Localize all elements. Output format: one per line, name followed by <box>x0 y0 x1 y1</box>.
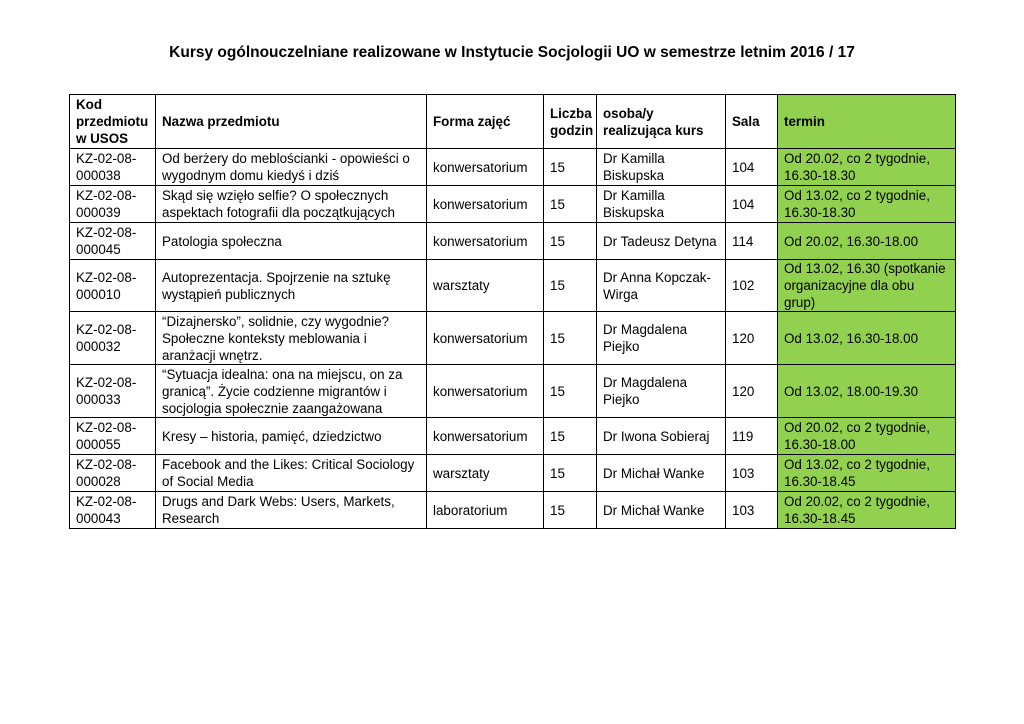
cell-osoba: Dr Kamilla Biskupska <box>597 149 726 186</box>
cell-termin: Od 20.02, co 2 tygodnie, 16.30-18.45 <box>778 492 956 529</box>
cell-osoba: Dr Michał Wanke <box>597 455 726 492</box>
cell-godziny: 15 <box>544 186 597 223</box>
cell-sala: 114 <box>726 223 778 260</box>
table-row <box>70 260 956 312</box>
table-row <box>70 312 956 365</box>
cell-osoba: Dr Magdalena Piejko <box>597 365 726 418</box>
cell-termin: Od 13.02, co 2 tygodnie, 16.30-18.45 <box>778 455 956 492</box>
cell-kod: KZ-02-08-000032 <box>70 312 156 365</box>
cell-termin: Od 13.02, 18.00-19.30 <box>778 365 956 418</box>
cell-sala: 119 <box>726 418 778 455</box>
cell-kod: KZ-02-08-000039 <box>70 186 156 223</box>
cell-kod: KZ-02-08-000055 <box>70 418 156 455</box>
cell-kod: KZ-02-08-000038 <box>70 149 156 186</box>
cell-sala: 104 <box>726 149 778 186</box>
cell-godziny: 15 <box>544 149 597 186</box>
table-row <box>70 455 956 492</box>
cell-termin: Od 13.02, co 2 tygodnie, 16.30-18.30 <box>778 186 956 223</box>
cell-forma: warsztaty <box>427 455 544 492</box>
cell-kod: KZ-02-08-000045 <box>70 223 156 260</box>
cell-nazwa: Facebook and the Likes: Critical Sociology of Social Media <box>156 455 427 492</box>
header-sala: Sala <box>726 95 778 149</box>
cell-godziny: 15 <box>544 492 597 529</box>
table-row <box>70 186 956 223</box>
header-liczba: Liczba godzin <box>544 95 597 149</box>
header-osoba: osoba/y realizująca kurs <box>597 95 726 149</box>
cell-nazwa: “Sytuacja idealna: ona na miejscu, on za granicą”. Życie codzienne migrantów i socjologia społecznie zaangażowana <box>156 365 427 418</box>
cell-osoba: Dr Magdalena Piejko <box>597 312 726 365</box>
cell-nazwa: Drugs and Dark Webs: Users, Markets, Research <box>156 492 427 529</box>
cell-godziny: 15 <box>544 223 597 260</box>
table-row <box>70 492 956 529</box>
cell-forma: laboratorium <box>427 492 544 529</box>
cell-forma: konwersatorium <box>427 223 544 260</box>
cell-godziny: 15 <box>544 365 597 418</box>
header-row <box>70 95 956 149</box>
cell-osoba: Dr Kamilla Biskupska <box>597 186 726 223</box>
cell-forma: konwersatorium <box>427 312 544 365</box>
cell-termin: Od 20.02, co 2 tygodnie, 16.30-18.00 <box>778 418 956 455</box>
cell-nazwa: “Dizajnersko”, solidnie, czy wygodnie? Społeczne konteksty meblowania i aranżacji wnętrz. <box>156 312 427 365</box>
cell-termin: Od 13.02, 16.30 (spotkanie organizacyjne dla obu grup) <box>778 260 956 312</box>
cell-godziny: 15 <box>544 260 597 312</box>
cell-godziny: 15 <box>544 312 597 365</box>
cell-godziny: 15 <box>544 455 597 492</box>
cell-forma: warsztaty <box>427 260 544 312</box>
header-kod: Kod przedmiotu w USOS <box>70 95 156 149</box>
cell-forma: konwersatorium <box>427 186 544 223</box>
cell-osoba: Dr Iwona Sobieraj <box>597 418 726 455</box>
cell-nazwa: Skąd się wzięło selfie? O społecznych aspektach fotografii dla początkujących <box>156 186 427 223</box>
cell-kod: KZ-02-08-000033 <box>70 365 156 418</box>
cell-kod: KZ-02-08-000028 <box>70 455 156 492</box>
cell-godziny: 15 <box>544 418 597 455</box>
cell-termin: Od 13.02, 16.30-18.00 <box>778 312 956 365</box>
cell-kod: KZ-02-08-000043 <box>70 492 156 529</box>
cell-nazwa: Kresy – historia, pamięć, dziedzictwo <box>156 418 427 455</box>
table-row <box>70 223 956 260</box>
table-row <box>70 149 956 186</box>
header-termin: termin <box>778 95 956 149</box>
cell-termin: Od 20.02, 16.30-18.00 <box>778 223 956 260</box>
cell-sala: 104 <box>726 186 778 223</box>
header-nazwa: Nazwa przedmiotu <box>156 95 427 149</box>
cell-sala: 102 <box>726 260 778 312</box>
table-row <box>70 418 956 455</box>
header-forma: Forma zajęć <box>427 95 544 149</box>
cell-osoba: Dr Michał Wanke <box>597 492 726 529</box>
cell-sala: 120 <box>726 365 778 418</box>
cell-osoba: Dr Tadeusz Detyna <box>597 223 726 260</box>
cell-nazwa: Od berżery do meblościanki - opowieści o wygodnym domu kiedyś i dziś <box>156 149 427 186</box>
cell-forma: konwersatorium <box>427 149 544 186</box>
courses-table <box>69 94 956 529</box>
page-title: Kursy ogólnouczelniane realizowane w Instytucie Socjologii UO w semestrze letnim 2016 / 17 <box>169 44 855 61</box>
cell-sala: 103 <box>726 492 778 529</box>
cell-sala: 103 <box>726 455 778 492</box>
cell-termin: Od 20.02, co 2 tygodnie, 16.30-18.30 <box>778 149 956 186</box>
cell-kod: KZ-02-08-000010 <box>70 260 156 312</box>
cell-forma: konwersatorium <box>427 365 544 418</box>
cell-osoba: Dr Anna Kopczak-Wirga <box>597 260 726 312</box>
cell-nazwa: Autoprezentacja. Spojrzenie na sztukę wystąpień publicznych <box>156 260 427 312</box>
cell-forma: konwersatorium <box>427 418 544 455</box>
cell-nazwa: Patologia społeczna <box>156 223 427 260</box>
table-row <box>70 365 956 418</box>
cell-sala: 120 <box>726 312 778 365</box>
